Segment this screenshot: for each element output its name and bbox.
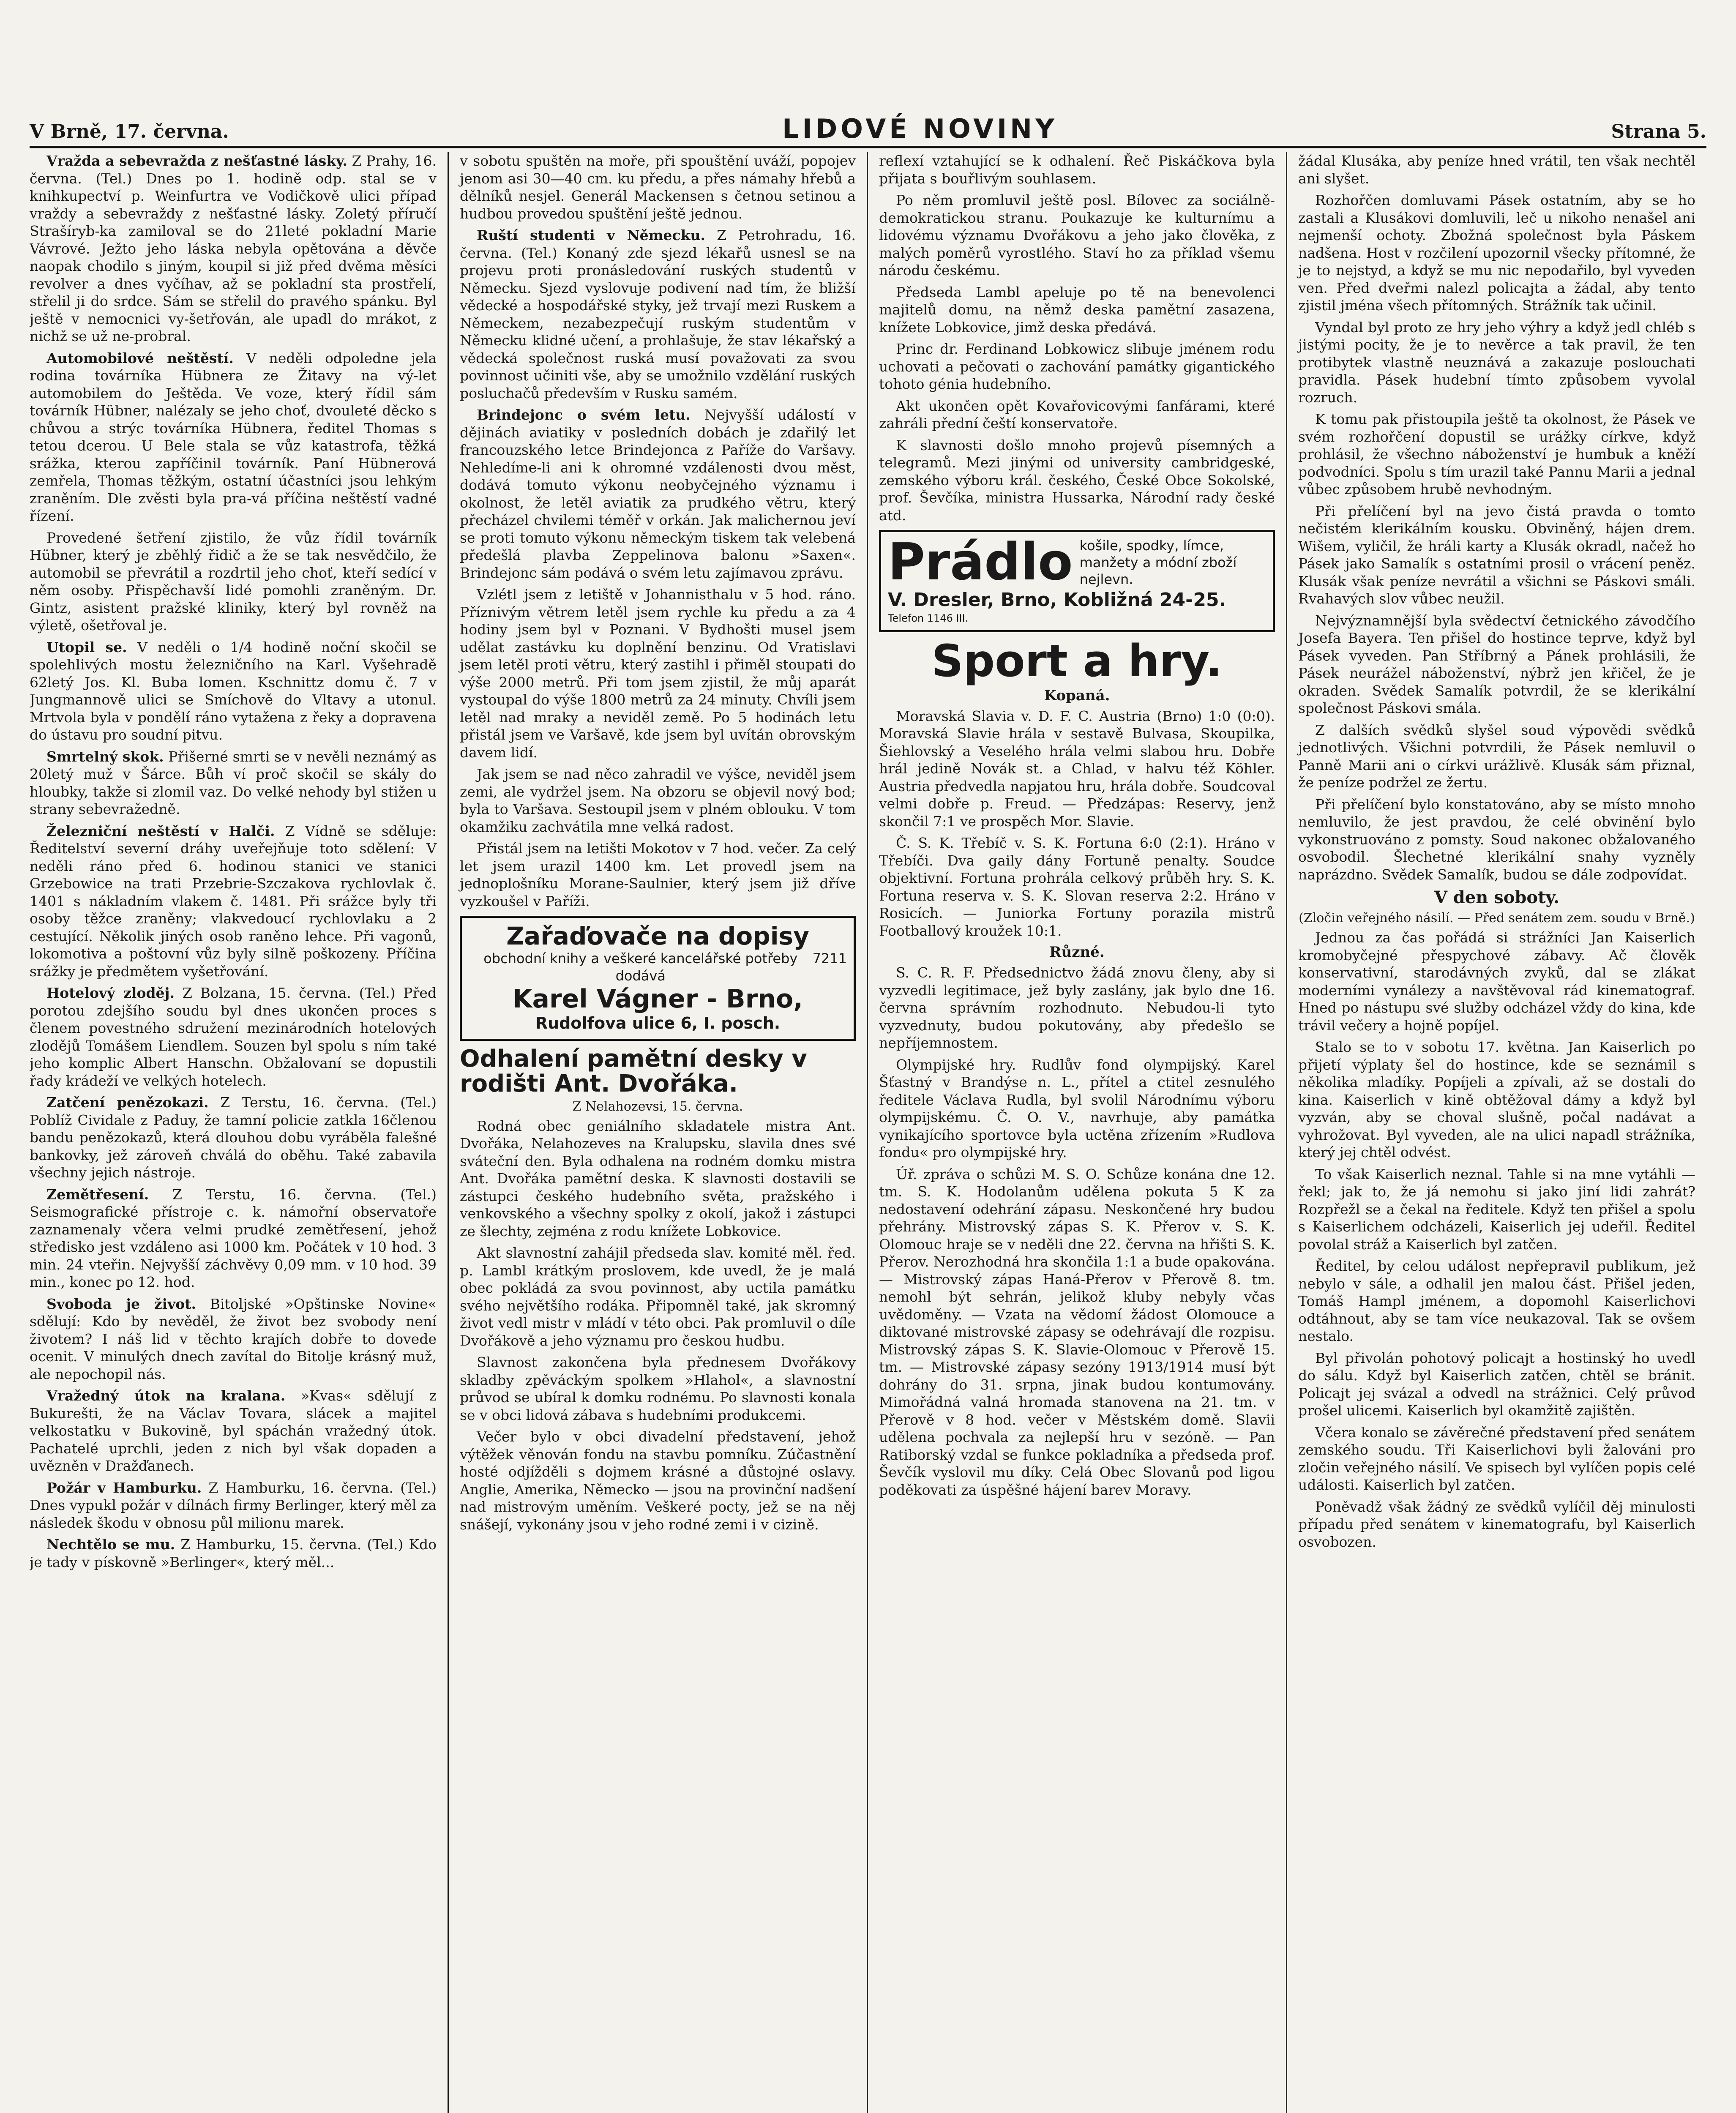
headline-nechtelo: Nechtělo se mu. (46, 1536, 175, 1553)
article-text: Rodná obec geniálního skladatele mistra Ant. Dvořáka, Nelahozeves na Kralupsku, slavila dnes své sváteční den. Byla odhalena na rodném domku mistra Ant. Dvořáka pamětní deska. K slavnosti dostavili se zástupci českého hudebního světa, pražského i venkovského a všechny spolky z okolí, jakož i zástupci ze šlechty, zejména z rodu knížete Lobkovice. (460, 1117, 856, 1239)
advertisement-pradlo (879, 530, 1275, 632)
article-text: Večer bylo v obci divadelní představení, jehož výtěžek věnován fondu na stavbu pomníku. Zúčastnění hosté odjížděli s dojmem krásné a důstojné oslavy. Anglie, Amerika, Německo — jsou na provinční nadšení nad mistrovým uměním. Veškeré pocty, jež se na něj snášejí, vykonány jsou v jeho rodné zemi i v cizině. (460, 1428, 856, 1533)
article-text: Stalo se to v sobotu 17. května. Jan Kaiserlich po přijetí výplaty šel do hostince, kde se seznámil s několika mladíky. Popíjeli a zpívali, až se dostali do kina. Kaiserlich v kině obtěžoval dámy a když byl vyzván, aby se choval slušně, počal nadávat a vyhrožovat. Byl vyveden, ale na ulici napadl strážníka, který jej chtěl odvést. (1298, 1039, 1695, 1160)
article-text: Jednou za čas pořádá si strážníci Jan Kaiserlich kromobyčejné přespychové zábavy. Ač člověk konservativní, starodávných zvyků, dal se zlákat moderními vynálezy a navštěvoval rád kinematograf. Hned po nástupu své služby odcházel vždy do kina, kde trávil večery a hojně popíjel. (1298, 929, 1695, 1034)
article-text: Rozhořčen domluvami Pásek ostatním, aby se ho zastali a Klusákovi domluvili, leč u nikoho nenašel ani nejmenší ochoty. Zbožná společnost byla Páskem nadšena. Host v rozčilení upozornil všecky přítomné, že je to nejstyd, a když se mu nic nepodařilo, byl vyveden ven. Před dveřmi nalezl policajta a žádal, aby tento zjistil jména všech přítomných. Strážník tak učinil. (1298, 192, 1695, 314)
article-text: Z dalších svědků slyšel soud výpovědi svědků jednotlivých. Všichni potvrdili, že Pásek nemluvil o Panně Marii ani o církvi urážlivě. Klusák sám přiznal, že peníze podržel ze žertu. (1298, 721, 1695, 791)
article-text: žádal Klusáka, aby peníze hned vrátil, ten však nechtěl ani slyšet. (1298, 153, 1695, 187)
headline-svoboda: Svoboda je život. (46, 1295, 197, 1312)
subheadline: (Zločin veřejného násilí. — Před senátem zem. soudu v Brně.) (1299, 911, 1695, 925)
ad-line: obchodní knihy a veškeré kancelářské potřeby dodává (483, 950, 798, 984)
ad-pradlo-address: V. Dresler, Brno, Kobližná 24-25. (888, 589, 1226, 611)
headline-brindejonc: Brindejonc o svém letu. (477, 407, 691, 423)
article-text: Bitoljské »Opštinske Novine« sdělují: Kdo by nevěděl, že život bez svobody není životem? I náš lid v těchto krajích dobře to dovede ocenit. V minulých dnech zavítal do Bitolje krásný muž, ale nepochopil nás. (30, 1295, 437, 1382)
masthead-title: LIDOVÉ NOVINY (782, 113, 1058, 144)
dateline: Z Nelahozevsi, 15. června. (572, 1099, 743, 1114)
article-text: Při přelíčení byl na jevo čistá pravda o tomto nečistém klerikálním kousku. Obviněný, hájen drem. Wišem, vyličil, že hráli karty a Klusák okradl, načež ho Pásek jako Samalík s ostatními prosil o vrácení peněz. Klusák však peníze nevrátil a všichni se Páskovi smáli. Rvahavých slov vůbec neužil. (1298, 502, 1695, 607)
headline-zeleznice: Železniční neštěstí v Halči. (46, 822, 275, 839)
article-text: Slavnost zakončena byla přednesem Dvořákovy skladby zpěváckým spolkem »Hlahol«, a slavnostní průvod se ubíral k domku rodnému. Po slavnosti konala se v obci lidová zábava s hudebními produkcemi. (460, 1354, 856, 1423)
article-text: Provedené šetření zjistilo, že vůz řídil továrník Hübner, který je zběhlý řidič a že se tak nesvědčilo, že automobil se převrátil a rozdrtil jeho choť, kteří sedící v něm osoby. Přispěchavší lidé pomohli zraněným. Dr. Gintz, asistent pražské kliniky, který byl rovněž na výletě, ošetřoval je. (30, 529, 437, 633)
article-text: Vzlétl jsem z letiště v Johannisthalu v 5 hod. ráno. Příznivým větrem letěl jsem rychle ku předu a za 4 hodiny jsem byl v Poznani. V Bydhošti musel jsem udělat zastávku ku doplnění benzinu. Od Vratislavi jsem letěl proti větru, který zastihl i přiměl stoupati do výše 2000 metrů. Při tom jsem zjistil, že můj aparát vystoupal do výše 1800 metrů za 24 minuty. Chvíli jsem letěl nad mraky a neviděl země. Po 5 hodinách letu přistál jsem ve Varšavě, kde jsem byl uvítán obrovským davem lidí. (460, 586, 856, 761)
section-ruzne: Různé. (1049, 944, 1105, 961)
article-text: Předseda Lambl apeluje po tě na benevolenci majitelů domu, na němž deska pamětní zasazena, knížete Lobkovice, jimž deska předává. (879, 284, 1275, 336)
headline-v-den-soboty: V den soboty. (1434, 887, 1560, 907)
article-text: Olympijské hry. Rudlův fond olympijský. Karel Šťastný v Brandýse n. L., přítel a ctitel zesnulého ředitele Václava Rudla, byl svolil Národnímu výboru olympijskému. Č. O. V., navrhuje, aby památka vynikajícího sportovce byla uctěna zřízením »Rudlova fondu« pro olympijské hry. (879, 1056, 1275, 1161)
headline-vrazedny-utok: Vražedný útok na kralana. (46, 1387, 286, 1404)
ad-pradlo-desc: košile, spodky, límce, manžety a módní zboží nejlevn. (1079, 538, 1237, 587)
article-text: Vyndal byl proto ze hry jeho výhry a když jedl chléb s jistými pocity, že je to nevěrce a tak pravil, že ten protibytek vlastně neuznává a zakazuje poslouchati pravidla. Pásek hudební tímto způsobem vyvolal rozruch. (1298, 319, 1695, 406)
article-text: Jak jsem se nad něco zahradil ve výšce, neviděl jsem zemi, ale vydržel jsem. Na obzoru se objevil nový bod; byla to Varšava. Sestoupil jsem v plném oblouku. V tom okamžiku zachvátila mne velká radost. (460, 766, 856, 835)
article-columns (30, 152, 1706, 2113)
headline-odhaleni: Odhalení pamětní desky v rodišti Ant. Dvořáka. (460, 1045, 807, 1098)
article-text: V neděli odpoledne jela rodina továrníka Hübnera ze Žitavy na vý-let automobilem do Ještěda. Ve voze, který řídil sám továrník Hübner, nalézaly se jeho choť, dvouleté děcko s chůvou a strýc továrníka Hübnera, ředitel Thomas s tetou dcerou. U Bele stala se vůz katastrofa, těžká srážka, kterou zapříčinil továrník. Paní Hübnerová zemřela, Thomas těžkým, ostatní účastníci jsou lehkým zraněním. Dle zvěsti byla pra-vá příčina neštěstí vadné řízení. (30, 349, 437, 524)
article-text: Z Bolzana, 15. června. (Tel.) Před porotou zdejšího soudu byl dnes ukončen proces s členem povestného sdružení mezinárodních hotelových zlodějů Tomášem Liendlem. Souzen byl spolu s ním také jeho komplic Albert Hanschn. Obžalovaní se dopustili řady krádeží ve velkých hotelech. (30, 985, 437, 1089)
headline-pozar: Požár v Hamburku. (46, 1479, 202, 1496)
article-text: Akt slavnostní zahájil předseda slav. komité měl. řed. p. Lambl krátkým proslovem, kde uvedl, že je malá obec pokládá za svou povinnost, aby uctila památku svého největšího rodáka. Připomněl také, jak skromný život vedl mistr v mládí v této obci. Pak promluvil o díle Dvořákově a jeho významu pro českou hudbu. (460, 1245, 856, 1349)
ad-pradlo-telephone: Telefon 1146 III. (888, 612, 969, 625)
article-text: Z Hamburku, 15. června. (Tel.) Kdo je tady v pískovně »Berlinger«, který měl... (30, 1536, 437, 1570)
article-text: S. C. R. F. Předsednictvo žádá znovu členy, aby si vyzvedli legitimace, jež byly zaslány, jak bylo dne 16. června správním rozhodnuto. Nebudou-li tyto vyzvednuty, budou pokutovány, aby předešlo se nepříjemnostem. (879, 964, 1275, 1051)
article-text: Po něm promluvil ještě posl. Bílovec za sociálně-demokratickou stranu. Poukazuje ke kulturnímu a lidovému významu Dvořákovu a jeho jako člověka, z malých poměrů vyrostlého. Staví ho za příklad všemu národu českému. (879, 192, 1275, 278)
ad-title: Zařaďovače na dopisy (506, 922, 809, 950)
article-text: Úř. zpráva o schůzi M. S. O. Schůze konána dne 12. tm. S. K. Hodolanům udělena pokuta 5 K za nedostavení odehrání zápasu. Neskončené hry budou přehrány. Mistrovský zápas S. K. Přerov v. S. K. Olomouc hraje se v neděli dne 22. června na hřišti S. K. Přerov. Nerozhodná hra skončila 1:1 a bude opakována. — Mistrovský zápas Haná-Přerov v Přerově 8. tm. nemohl být sehrán, jelikož kluby nebyly včas uvědoměny. — Vzata na vědomí žádost Olomouce a diktované mistrovské zápasy se odehrávají dle rozpisu. Mistrovský zápas S. K. Slavie-Olomouc v Přerově 15. tm. — Mistrovské zápasy sezóny 1913/1914 musí být dohrány do 31. srpna, jinak budou kontumovány. Mimořádná valná hromada stanovena na 21. tm. v Přerově v 8 hod. večer v Městském domě. Slavii udělena pochvala za nejlepší hru v sezóně. — Pan Ratiborský vzdal se funkce pokladníka a předseda prof. Ševčík vyslovil mu díky. Celá Obec Slovanů pod ligou poděkovati za úspěšné hájení barev Moravy. (879, 1166, 1275, 1498)
article-text: Z Petrohradu, 16. června. (Tel.) Konaný zde sjezd lékařů usnesl se na projevu proti pronásledování ruských studentů v Německu. Sjezd vyslovuje podivení nad tím, že bližší vědecké a hospodářské styky, jež trvají mezi Ruskem a Německem, nezabezpečují ruským studentům v Německu klidné učení, a prohlašuje, že stav lékařský a vědecká společnost ruská musí považovati za svou povinnost učiniti vše, aby se umožnilo vzdělání ruských posluchačů především v Rusku samém. (460, 227, 856, 401)
article-text: Z Terstu, 16. června. (Tel.) Poblíž Cividale z Paduy, že tamní policie zatkla 16členou bandu penězokazů, která dlouhou dobu vyráběla falešné bankovky, jež zároveň chválá do oběhu. Také zabavila všechny jejich nástroje. (30, 1094, 437, 1181)
article-text: v sobotu spuštěn na moře, při spouštění uváží, popojev jenom asi 30—40 cm. ku předu, a přes námahy hřebů a dělníků nesjel. Generál Mackensen s četnou setinou a hudbou provedou spuštění ještě jednou. (460, 153, 856, 222)
column-4 (1287, 152, 1706, 2113)
article-text: Akt ukončen opět Kovařovicovými fanfárami, které zahráli přední čeští konservatoře. (879, 397, 1275, 431)
article-text: Z Vídně se sděluje: Ředitelství severní dráhy uveřejňuje toto sdělení: V neděli ráno před 6. hodinou stanici ve stanici Grzebowice na trati Przebrie-Szczakova rychlovlak č. 1401 s nákladním vlakem č. 1481. Při srážce byly tři osoby těžce zraněny; vlakvedoucí rychlovlaku a 2 cestující. Několik jiných osob raněno lehce. Při vagonů, lokomotiva a poštovní vůz byly silně poškozeny. Příčina srážky je předmětem vyšetřování. (30, 822, 437, 980)
headline-automobil: Automobilové neštěstí. (46, 349, 234, 366)
article-text: Přišerné smrti se v nevěli neznámý as 20letý muž v Šárce. Bůh ví proč skočil se skály do hloubky, takže si zlomil vaz. Do velké nehody byl stižen u strany sebevražedně. (30, 748, 437, 817)
article-text: Ředitel, by celou událost nepřepravil publikum, jež nebylo v sále, a odhalil jen malou část. Přišel jeden, Tomáš Hampl jménem, a dopomohl Kaiserlichovi odtáhnout, aby se tam více neukazoval. Tak se ovšem nestalo. (1298, 1258, 1695, 1344)
article-text: Byl přivolán pohotový policajt a hostinský ho uvedl do sálu. Když byl Kaiserlich zatčen, chtěl se bránit. Policajt jej svázal a odvedl na strážnici. Celý průvod prošel ulicemi. Kaiserlich byl okamžitě zajištěn. (1298, 1349, 1695, 1419)
section-kopana: Kopaná. (1044, 687, 1110, 704)
article-text: »Kvas« sdělují z Bukurešti, že na Václav Tovara, slácek a majitel velkostatku v Bukovině, byl spáchán vražedný útok. Pachatelé uprchli, jeden z nich byl však dopaden a uvězněn v Dražďanech. (30, 1387, 437, 1474)
headline-utopil: Utopil se. (46, 639, 127, 655)
masthead-date: V Brně, 17. června. (30, 121, 229, 142)
headline-vrazda: Vražda a sebevražda z nešťastné lásky. (46, 153, 347, 169)
article-text: K slavnosti došlo mnoho projevů písemných a telegramů. Mezi jinými od university cambridgeské, zemského výboru král. českého, České Obce Sokolské, prof. Ševčíka, ministra Hussarka, Národní rady české atd. (879, 437, 1275, 524)
masthead (30, 108, 1706, 148)
headline-hotelovy-zlodej: Hotelový zloděj. (46, 985, 175, 1001)
article-text: To však Kaiserlich neznal. Tahle si na mne vytáhli — řekl; jak to, že já nemohu si jako jiní lidi zahrát? Rozpřežl se a čekal na ředitele. Když ten přišel a spolu s Kaiserlichem odcházeli, Kaiserlich jej udeřil. Ředitel povolal stráž a Kaiserlich byl zatčen. (1298, 1166, 1695, 1253)
headline-sport: Sport a hry. (931, 635, 1223, 687)
article-text: reflexí vztahující se k odhalení. Řeč Piskáčkova byla přijata s bouřlivým souhlasem. (879, 153, 1275, 187)
article-text: Přistál jsem na letišti Mokotov v 7 hod. večer. Za celý let jsem urazil 1400 km. Let provedl jsem na jednoplošníku Morane-Saulnier, který jsem již dříve vyzkoušel v Paříži. (460, 840, 856, 909)
masthead-page-number: Strana 5. (1611, 121, 1706, 142)
article-text: Nejvýznamnější byla svědectví četnického závodčího Josefa Bayera. Ten přišel do hostince teprve, když byl Pásek vyveden. Pan Stříbrný a Pánek prohlásili, že Pásek neurážel náboženství, nýbrž jen křičel, že je okraden. Svědek Samalík potvrdil, že se klerikální společnost Páskovi smála. (1298, 612, 1695, 716)
headline-zemetreseni: Zemětřesení. (46, 1186, 149, 1203)
headline-smrtelny-skok: Smrtelný skok. (46, 748, 164, 765)
article-text: Nejvyšší událostí v dějinách aviatiky v posledních dobách je zdařilý let francouzského letce Brindejonca z Paříže do Varšavy. Nehledíme-li ani k ohromné vzdálenosti dvou měst, dodává tomuto výkonu neobyčejného významu i okolnost, že letěl aviatik za prudkého větru, který přecházel chvilemi téměř v orkán. Jak malichernou jeví se proti tomuto výkonu německým tiskem tak velebená předešlá plavba Zeppelinova balonu »Saxen«. Brindejonc sám podává o svém letu zajímavou zprávu. (460, 407, 856, 581)
ad-address: Rudolfova ulice 6, I. posch. (535, 1013, 781, 1032)
advertisement-vagner (460, 916, 856, 1041)
article-text: Z Hamburku, 16. června. (Tel.) Dnes vypukl požár v dílnách firmy Berlinger, který měl za následek škodu v obnosu půl milionu marek. (30, 1479, 437, 1531)
article-text: Moravská Slavia v. D. F. C. Austria (Brno) 1:0 (0:0). Moravská Slavie hrála v sestavě Bulvasa, Skoupilka, Šiehlovský a Veselého hrála velmi slabou hru. Dobře hrál jedině Novák st. a Chlad, v halvu též Köhler. Austria předvedla napjatou hru, hrála dobře. Soudcoval velmi dobře p. Freud. — Předzápas: Reservy, jenž skončil 7:1 ve prospěch Mor. Slavie. (879, 707, 1275, 830)
article-text: Včera konalo se závěrečné představení před senátem zemského soudu. Tři Kaiserlichovi byli žalováni pro zločin veřejného násilí. Ve spisech byl vylíčen popis celé události. Kaiserlich byl zatčen. (1298, 1424, 1695, 1493)
article-text: Při přelíčení bylo konstatováno, aby se místo mnoho nemluvilo, že jest pravdou, že celé obvinění bylo vykonstruováno z pomsty. Soud nakonec obžalovaného osvobodil. Šlechetné klerikální snahy vyzněly naprázdno. Svědek Samalík, budou se dále zodpovídat. (1298, 796, 1695, 883)
ad-company-name: Karel Vágner - Brno, (512, 984, 803, 1014)
ad-pradlo-title: Prádlo (888, 533, 1073, 592)
article-text: Princ dr. Ferdinand Lobkowicz slibuje jménem rodu uchovati a pečovati o zachování památky gigantického tohoto génia hudebního. (879, 341, 1275, 392)
article-text: Z Prahy, 16. června. (Tel.) Dnes po 1. hodině odp. stal se v knihkupectví p. Weinfurtra ve Vodičkově ulici případ vraždy a sebevraždy z nešťastné lásky. Zoletý příručí Strašíryb-ka zamiloval se do 21leté pokladní Marie Vávrové. Ježto jeho láska nebyla opětována a děvče naopak chodilo s jiným, koupil si již před dvěma měsíci revolver a dnes vyčíhav, až se pokladní sta prostřelí, střelil ji do srdce. Sám se střelil do pravého spánku. Byl ještě v nemocnici vy-šetřován, ale upadl do mrákot, z nichž se už ne-probral. (30, 153, 437, 344)
column-3 (868, 152, 1287, 2113)
headline-penezokazi: Zatčení penězokazi. (46, 1094, 209, 1111)
article-text: Poněvadž však žádný ze svědků vylíčil děj minulosti případu před senátem v kinematografu, byl Kaiserlich osvobozen. (1298, 1498, 1695, 1550)
article-text: V neděli o 1/4 hodině noční skočil se spolehlivých mostu železničního na Karl. Vyšehradě 62letý Jos. Kl. Buba lomen. Kschnittz domu č. 7 v Jungmannově ulici se Smíchově do Vltavy a utonul. Mrtvola byla v pondělí ráno vytažena z řeky a dopravena do ústavu pro soudní pitvu. (30, 639, 437, 743)
article-text: K tomu pak přistoupila ještě ta okolnost, že Pásek ve svém rozhořčení dopustil se urážky církve, když prohlásil, že všechno náboženství je humbuk a kněží podvodníci. Spolu s tím urazil také Pannu Marii a jednal vůbec způsobem hrubě nevhodným. (1298, 411, 1695, 497)
column-2 (449, 152, 868, 2113)
column-1 (30, 152, 449, 2113)
article-text: Č. S. K. Třebíč v. S. K. Fortuna 6:0 (2:1). Hráno v Třebíči. Dva gaily dány Fortuně penalty. Soudce objektivní. Fortuna prohrála celkový průběh hry. S. K. Fortuna reserva v. S. K. Slovan reserva 2:2. Hráno v Rosicích. — Juniorka Fortuny porazila mistrů Footballový kroužek 10:1. (879, 835, 1275, 939)
article-text: Z Terstu, 16. června. (Tel.) Seismografické přístroje c. k. námořní observatoře zaznamenaly včera velmi prudké zemětřesení, jehož středisko jest vzdáleno asi 1000 km. Počátek v 10 hod. 3 min. 24 vteřin. Nejvyšší záchvěvy 0,09 mm. v 10 hod. 39 min., konec po 12. hod. (30, 1186, 437, 1290)
ad-number: 7211 (812, 950, 847, 966)
headline-rusti-studenti: Ruští studenti v Německu. (477, 227, 705, 243)
